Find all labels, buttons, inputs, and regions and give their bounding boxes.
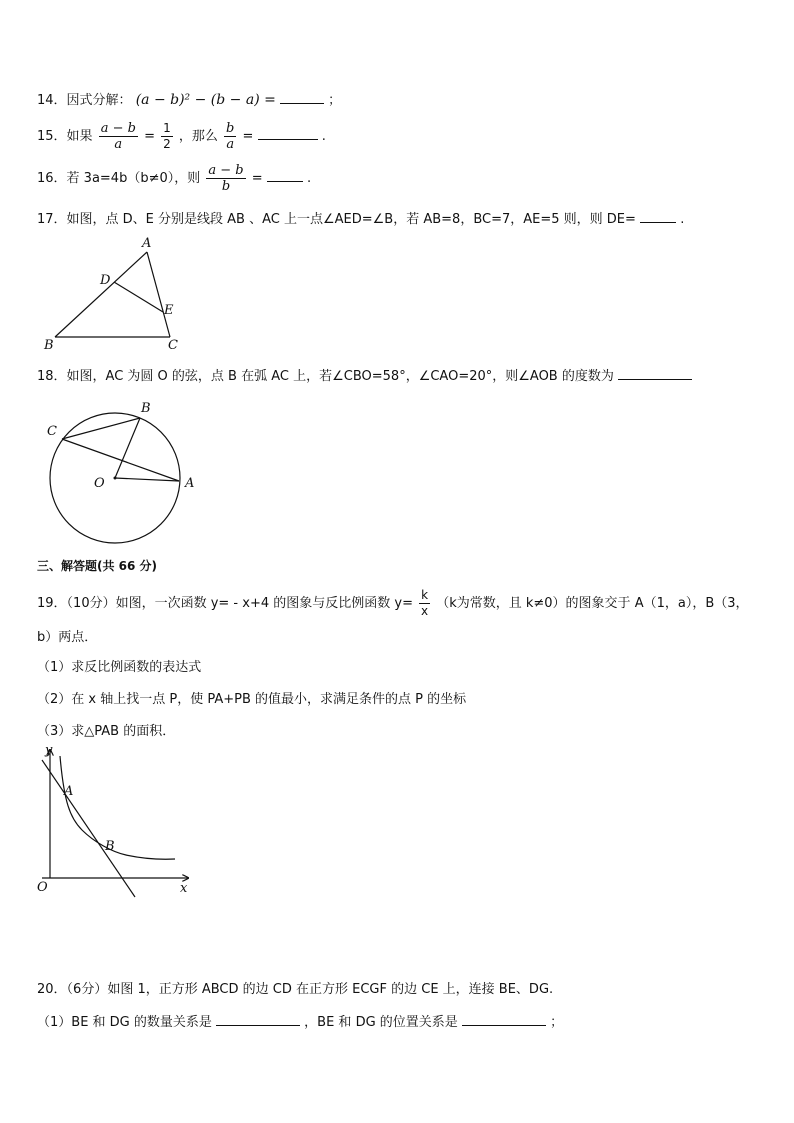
q15-f2-denominator: 2 <box>163 137 171 151</box>
q15-f3-numerator: b <box>226 121 235 136</box>
q15-f1-denominator: a <box>114 137 123 152</box>
q18-center-point <box>114 477 117 480</box>
q18-circle-figure <box>40 395 210 550</box>
q17-text: 17．如图，点 D、E 分别是线段 AB 、AC 上一点∠AED=∠B，若 AB=8，BC=7，AE=5 则，则 DE= <box>37 212 636 227</box>
q18-segment-bo <box>115 418 140 478</box>
q17-label-a: A <box>142 236 152 251</box>
question-19-line-2: b）两点． <box>37 630 98 645</box>
q18-label-o: O <box>94 476 105 491</box>
q15-answer-blank <box>258 127 318 140</box>
q19-label-o: O <box>37 880 48 895</box>
q18-segment-oa <box>115 478 179 481</box>
q17-side-ab <box>55 252 147 337</box>
q15-f2-numerator: 1 <box>163 121 171 135</box>
question-18 <box>37 365 692 384</box>
q15-fraction-1 <box>99 121 138 152</box>
q19-graph-figure <box>30 742 200 902</box>
q15-fraction-3 <box>224 121 236 152</box>
q19-label-a: A <box>64 784 74 799</box>
q17-segment-de <box>114 282 163 312</box>
q15-eq2: = <box>242 129 254 144</box>
question-20-line-1: 20．（6分）如图 1，正方形 ABCD 的边 CD 在正方形 ECGF 的边 CE 上，连接 BE、DG. <box>37 982 554 997</box>
q16-denominator: b <box>221 179 231 194</box>
q17-answer-blank <box>640 210 676 223</box>
q17-end: . <box>680 212 685 227</box>
q18-label-b: B <box>141 401 151 416</box>
q14-answer-blank <box>280 91 324 104</box>
q20-sub-1 <box>37 1011 563 1030</box>
q19-label-y: y <box>45 743 53 758</box>
q19-fraction <box>419 588 430 619</box>
q20-sub1-end: ； <box>550 1015 564 1030</box>
q20-answer-blank-1 <box>216 1013 300 1026</box>
q20-sub1-a: （1）BE 和 DG 的数量关系是 <box>37 1015 212 1030</box>
q19-label-b: B <box>105 839 115 854</box>
q16-text: 16．若 3a=4b（b≠0），则 <box>37 171 201 186</box>
q18-label-a: A <box>185 476 195 491</box>
q16-fraction <box>206 163 245 194</box>
question-14 <box>37 89 341 108</box>
q18-text: 18．如图，AC 为圆 O 的弦，点 B 在弧 AC 上，若∠CBO=58°，∠CAO=20°，则∠AOB 的度数为 <box>37 369 614 384</box>
q14-number: 14．因式分解： <box>37 93 132 108</box>
q19-sub-3: （3）求△PAB 的面积． <box>37 724 176 739</box>
q14-expression: (a − b)² − (b − a) = <box>135 92 276 108</box>
q18-label-c: C <box>47 424 57 439</box>
q19-sub-1: （1）求反比例函数的表达式 <box>37 660 202 675</box>
question-16 <box>37 163 311 194</box>
q17-label-d: D <box>100 273 111 288</box>
section-3-title: 三、解答题(共 66 分) <box>37 559 158 573</box>
q20-sub1-b: ，BE 和 DG 的位置关系是 <box>304 1015 458 1030</box>
q15-number: 15．如果 <box>37 129 93 144</box>
q15-fraction-2 <box>161 121 173 152</box>
q18-answer-blank <box>618 367 692 380</box>
q17-triangle-figure <box>30 232 200 357</box>
q19-linear-function-line <box>42 760 135 897</box>
q14-end: ； <box>328 93 342 108</box>
q19-frac-numerator: k <box>421 588 429 602</box>
question-17 <box>37 208 684 227</box>
q15-f3-denominator: a <box>226 137 235 152</box>
question-19-line-1 <box>37 588 749 619</box>
q17-label-b: B <box>44 338 54 353</box>
q19-sub-2: （2）在 x 轴上找一点 P，使 PA+PB 的值最小，求满足条件的点 P 的坐标 <box>37 692 467 707</box>
q16-end: . <box>306 171 312 186</box>
q19-text-b: （k为常数，且 k≠0）的图象交于 A（1，a），B（3， <box>436 596 749 611</box>
q17-side-ac <box>147 252 170 337</box>
q15-f1-numerator: a − b <box>100 121 136 136</box>
q17-label-e: E <box>164 303 174 318</box>
q18-chord-ca <box>62 439 179 481</box>
q19-frac-denominator: x <box>421 604 429 618</box>
q19-inverse-function-curve <box>60 756 175 859</box>
q19-text-a: 19．（10分）如图，一次函数 y= - x+4 的图象与反比例函数 y= <box>37 596 413 611</box>
question-15 <box>37 121 326 152</box>
q16-numerator: a − b <box>208 163 244 178</box>
q15-eq: = <box>144 129 155 144</box>
q17-label-c: C <box>168 338 178 353</box>
q16-eq: = <box>251 171 263 186</box>
q20-answer-blank-2 <box>462 1013 546 1026</box>
q16-answer-blank <box>267 169 303 182</box>
q15-end: . <box>321 129 326 144</box>
q15-mid: ，那么 <box>178 129 218 144</box>
q19-label-x: x <box>180 881 188 896</box>
